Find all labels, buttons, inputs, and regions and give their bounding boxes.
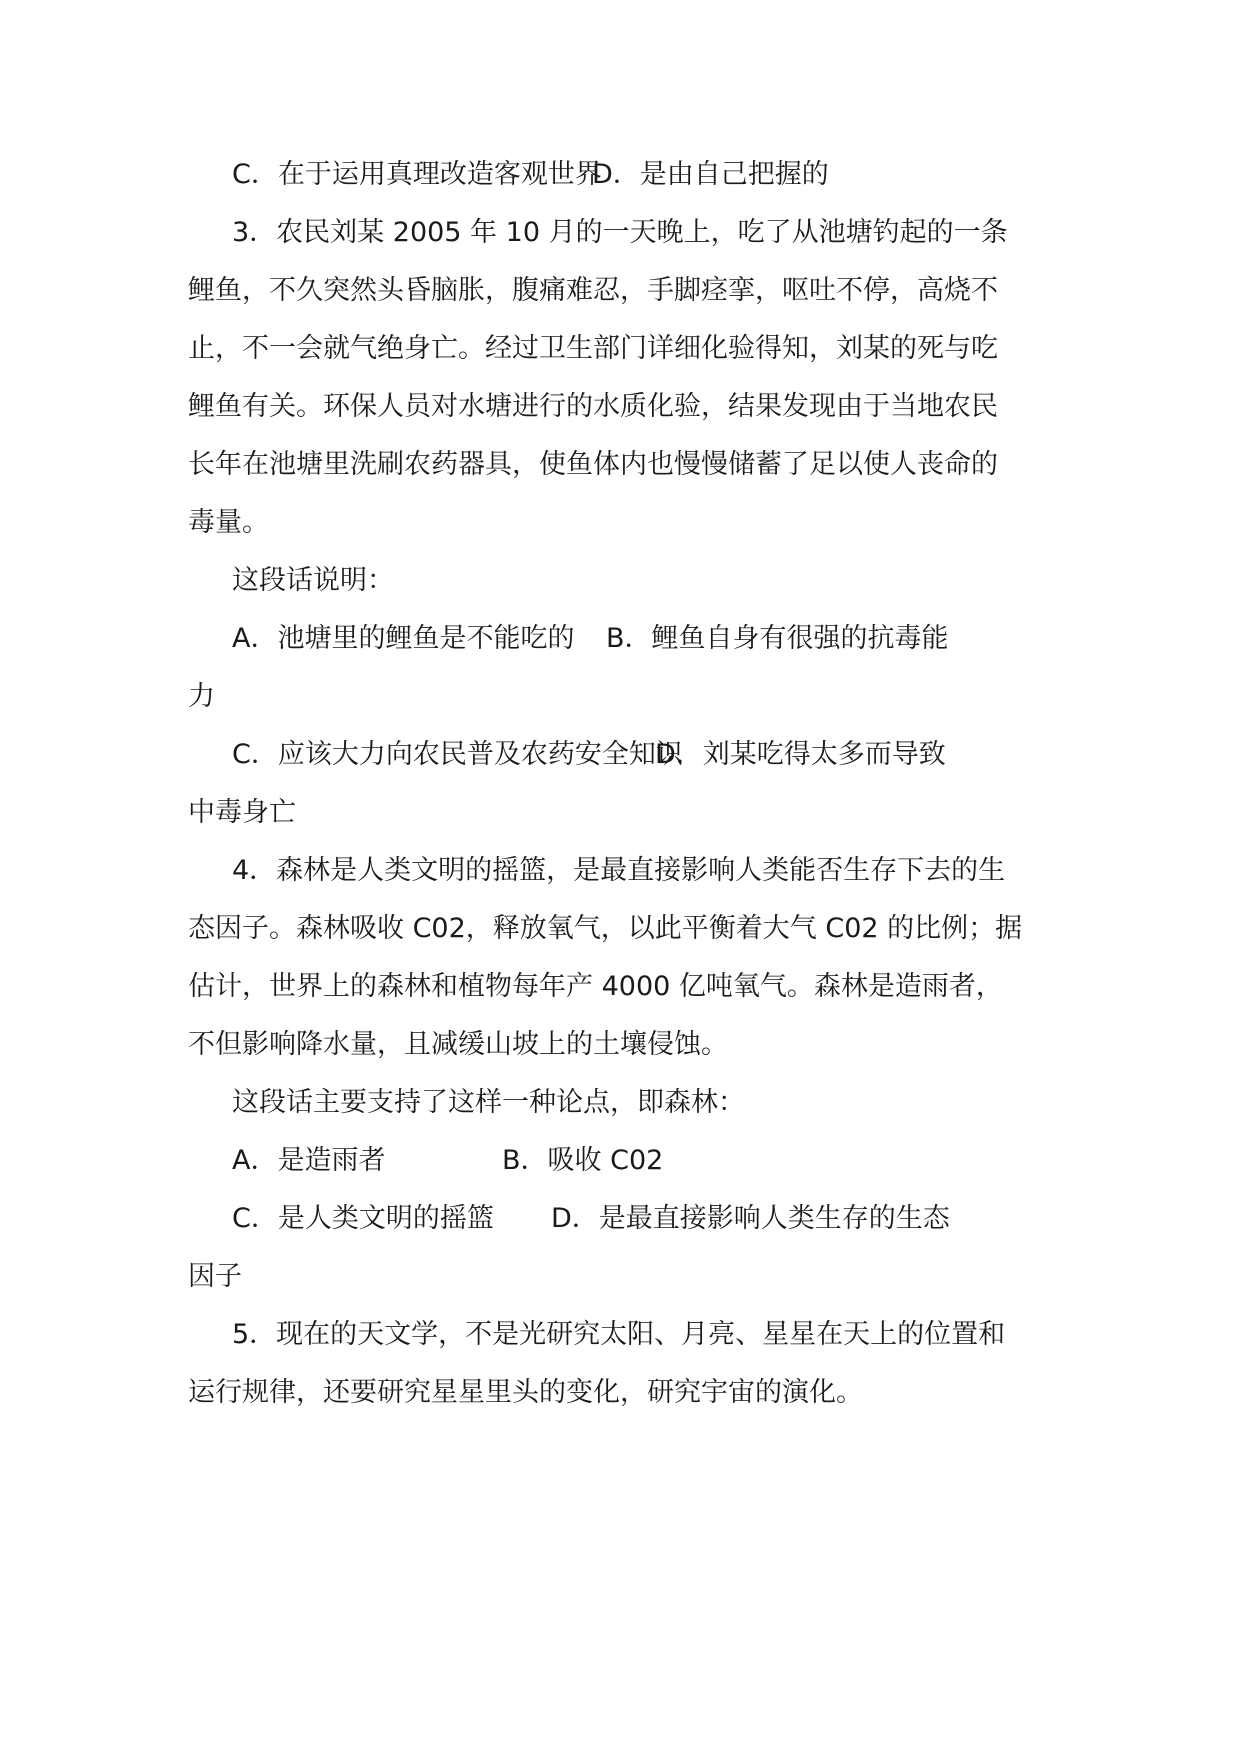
q3-stem-line: 止，不一会就气绝身亡。经过卫生部门详细化验得知，刘某的死与吃: [188, 333, 998, 364]
q3-option-d: D．刘某吃得太多而导致: [655, 739, 946, 770]
q3-stem-line: 鲤鱼有关。环保人员对水塘进行的水质化验，结果发现由于当地农民: [188, 391, 998, 422]
q3-stem-line: 鲤鱼，不久突然头昏脑胀，腹痛难忍，手脚痉挛，呕吐不停，高烧不: [188, 275, 998, 306]
q3-question: 这段话说明：: [232, 565, 394, 596]
q3-stem-line: 3．农民刘某 2005 年 10 月的一天晚上，吃了从池塘钓起的一条: [232, 217, 1008, 248]
q4-option-a: A．是造雨者: [232, 1145, 386, 1176]
q5-stem-line: 运行规律，还要研究星星里头的变化，研究宇宙的演化。: [188, 1377, 863, 1408]
q4-option-d-cont: 因子: [188, 1261, 242, 1292]
q4-option-c: C．是人类文明的摇篮: [232, 1203, 494, 1234]
q4-question: 这段话主要支持了这样一种论点，即森林：: [232, 1087, 745, 1118]
q3-option-b-cont: 力: [188, 681, 215, 712]
q3-option-d-cont: 中毒身亡: [188, 797, 296, 828]
q3-option-a: A．池塘里的鲤鱼是不能吃的: [232, 623, 575, 654]
q4-stem-line: 4．森林是人类文明的摇篮，是最直接影响人类能否生存下去的生: [232, 855, 1006, 886]
q4-stem-line: 估计，世界上的森林和植物每年产 4000 亿吨氧气。森林是造雨者，: [188, 971, 1003, 1002]
q3-stem-line: 毒量。: [188, 507, 269, 538]
q4-option-d: D．是最直接影响人类生存的生态: [551, 1203, 950, 1234]
q2-option-c: C．在于运用真理改造客观世界: [232, 159, 602, 190]
q3-option-c: C．应该大力向农民普及农药安全知识: [232, 739, 683, 770]
q3-stem-line: 长年在池塘里洗刷农药器具，使鱼体内也慢慢储蓄了足以使人丧命的: [188, 449, 998, 480]
q2-option-d: D．是由自己把握的: [592, 159, 829, 190]
q4-stem-line: 态因子。森林吸收 C02，释放氧气，以此平衡着大气 C02 的比例；据: [188, 913, 1023, 944]
q3-option-b: B．鲤鱼自身有很强的抗毒能: [606, 623, 949, 654]
q4-option-b: B．吸收 C02: [502, 1145, 664, 1176]
q4-stem-line: 不但影响降水量，且减缓山坡上的土壤侵蚀。: [188, 1029, 728, 1060]
q5-stem-line: 5．现在的天文学，不是光研究太阳、月亮、星星在天上的位置和: [232, 1319, 1006, 1350]
